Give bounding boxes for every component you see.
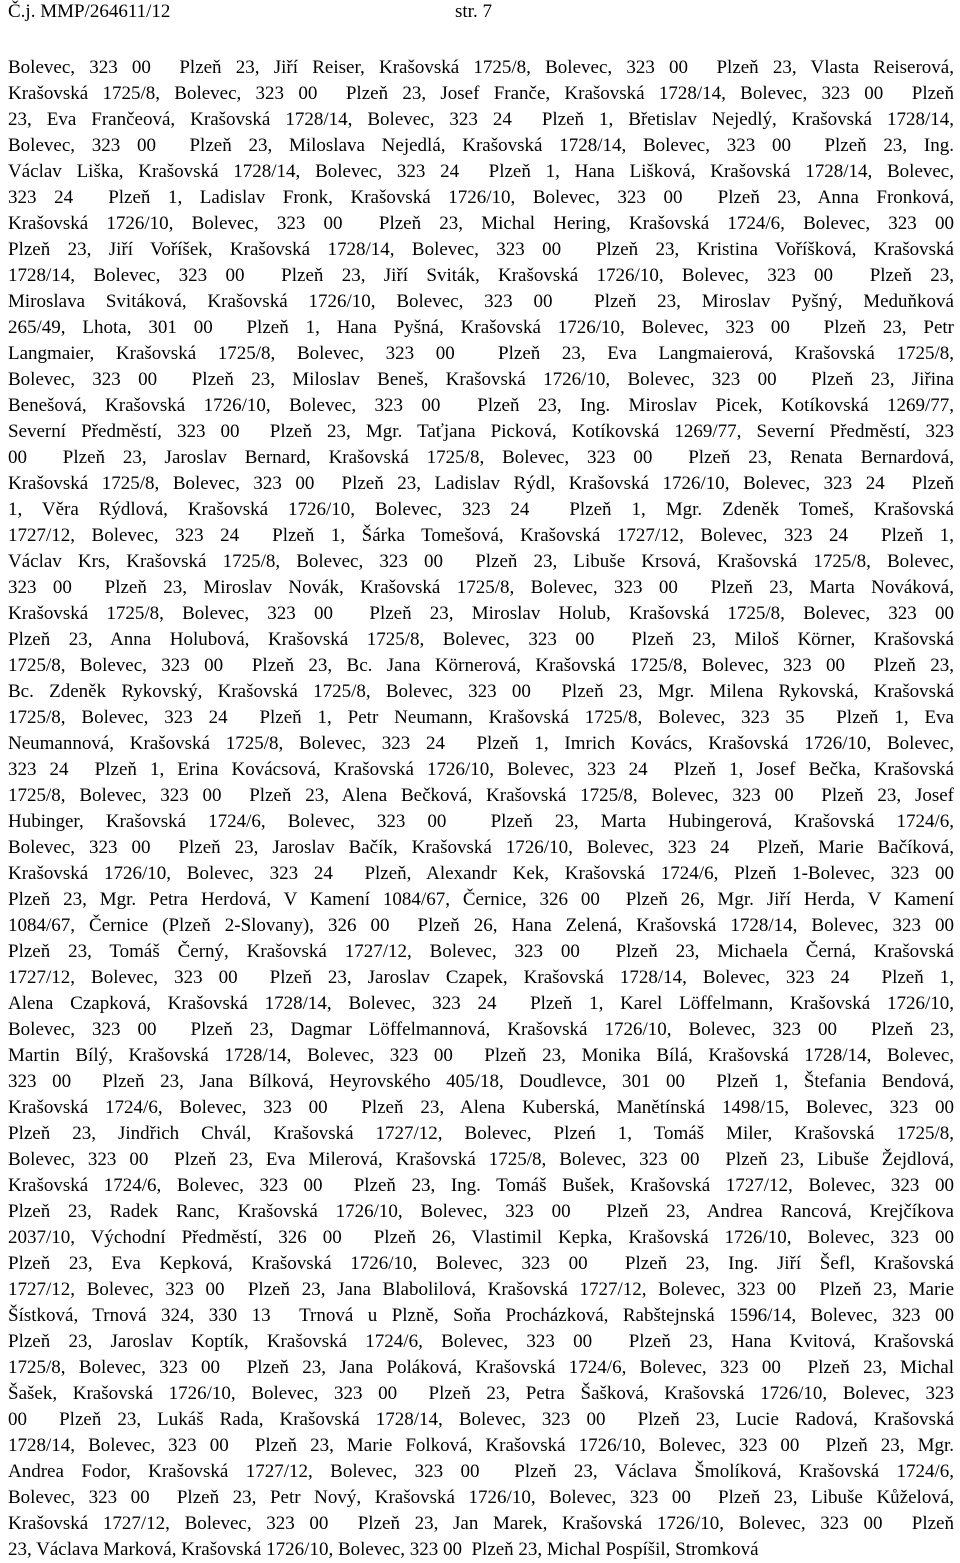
page-number: str. 7 [455, 1, 492, 22]
body-text-line: 23, Václava Marková, Krašovská 1726/10, Bolevec, 323 00 Plzeň 23, Michal Pospíšil, Stromková [8, 1539, 759, 1560]
body-text-line: Alena Czapková, Krašovská 1728/14, Bolevec, 323 24 Plzeň 1, Karel Löffelmann, Krašovská 1726/10, [8, 993, 954, 1014]
body-text-line: Martin Bílý, Krašovská 1728/14, Bolevec, 323 00 Plzeň 23, Monika Bílá, Krašovská 1728/14, Bolevec, [8, 1045, 954, 1066]
body-text-line: Krašovská 1724/6, Bolevec, 323 00 Plzeň 23, Ing. Tomáš Bušek, Krašovská 1727/12, Bolevec, 323 00 [8, 1175, 954, 1196]
document-reference: Č.j. MMP/264611/12 [8, 1, 171, 22]
body-text-line: Bolevec, 323 00 Plzeň 23, Dagmar Löffelmannová, Krašovská 1726/10, Bolevec, 323 00 Plzeň 23, [8, 1019, 954, 1040]
body-text-line: Benešová, Krašovská 1726/10, Bolevec, 323 00 Plzeň 23, Ing. Miroslav Picek, Kotíkovská 1269/77, [8, 395, 954, 416]
body-text-line: Hubinger, Krašovská 1724/6, Bolevec, 323 00 Plzeň 23, Marta Hubingerová, Krašovská 1724/6, [8, 811, 954, 832]
body-text-line: Severní Předměstí, 323 00 Plzeň 23, Mgr. Taťjana Picková, Kotíkovská 1269/77, Severní Předměstí, 323 [8, 421, 954, 442]
body-text-line: 1725/8, Bolevec, 323 00 Plzeň 23, Alena Bečková, Krašovská 1725/8, Bolevec, 323 00 Plzeň 23, Josef [8, 785, 954, 806]
body-text-line: 1727/12, Bolevec, 323 00 Plzeň 23, Jaroslav Czapek, Krašovská 1728/14, Bolevec, 323 24 Plzeň 1, [8, 967, 954, 988]
body-text-line: Krašovská 1726/10, Bolevec, 323 24 Plzeň, Alexandr Kek, Krašovská 1724/6, Plzeň 1-Bolevec, 323 00 [8, 863, 954, 884]
body-text-line: Plzeň 23, Radek Ranc, Krašovská 1726/10, Bolevec, 323 00 Plzeň 23, Andrea Rancová, Krejčíkova [8, 1201, 954, 1222]
body-text-line: Miroslava Svitáková, Krašovská 1726/10, Bolevec, 323 00 Plzeň 23, Miroslav Pyšný, Meduňková [8, 291, 954, 312]
body-text-line: 1, Věra Rýdlová, Krašovská 1726/10, Bolevec, 323 24 Plzeň 1, Mgr. Zdeněk Tomeš, Krašovská [8, 499, 954, 520]
body-text-line: Krašovská 1725/8, Bolevec, 323 00 Plzeň 23, Ladislav Rýdl, Krašovská 1726/10, Bolevec, 323 24 Plzeň [8, 473, 954, 494]
body-text-line: Bolevec, 323 00 Plzeň 23, Petr Nový, Krašovská 1726/10, Bolevec, 323 00 Plzeň 23, Libuše Kůželová, [8, 1487, 954, 1508]
body-text-line: Plzeň 23, Eva Kepková, Krašovská 1726/10, Bolevec, 323 00 Plzeň 23, Ing. Jiří Šefl, Krašovská [8, 1253, 954, 1274]
body-text-line: Bc. Zdeněk Rykovský, Krašovská 1725/8, Bolevec, 323 00 Plzeň 23, Mgr. Milena Rykovská, Krašovská [8, 681, 954, 702]
body-text-line: Krašovská 1725/8, Bolevec, 323 00 Plzeň 23, Josef Frančе, Krašovská 1728/14, Bolevec, 323 00 Plzeň [8, 83, 954, 104]
body-text-line: Václav Krs, Krašovská 1725/8, Bolevec, 323 00 Plzeň 23, Libuše Krsová, Krašovská 1725/8, Bolevec, [8, 551, 954, 572]
body-text-line: Krašovská 1726/10, Bolevec, 323 00 Plzeň 23, Michal Hering, Krašovská 1724/6, Bolevec, 323 00 [8, 213, 954, 234]
body-text-line: 1728/14, Bolevec, 323 00 Plzeň 23, Marie Folková, Krašovská 1726/10, Bolevec, 323 00 Plzeň 23, Mgr. [8, 1435, 954, 1456]
body-text-line: 00 Plzeň 23, Lukáš Rada, Krašovská 1728/14, Bolevec, 323 00 Plzeň 23, Lucie Radová, Krašovská [8, 1409, 954, 1430]
body-text-line: Krašovská 1724/6, Bolevec, 323 00 Plzeň 23, Alena Kuberská, Manětínská 1498/15, Bolevec, 323 00 [8, 1097, 954, 1118]
body-text-line: 00 Plzeň 23, Jaroslav Bernard, Krašovská 1725/8, Bolevec, 323 00 Plzeň 23, Renata Bernardová, [8, 447, 954, 468]
body-text-line: 323 24 Plzeň 1, Erina Kovácsová, Krašovská 1726/10, Bolevec, 323 24 Plzeň 1, Josef Bečka, Krašovská [8, 759, 954, 780]
body-text-line: Langmaier, Krašovská 1725/8, Bolevec, 323 00 Plzeň 23, Eva Langmaierová, Krašovská 1725/8, [8, 343, 954, 364]
body-text-line: Andrea Fodor, Krašovská 1727/12, Bolevec, 323 00 Plzeň 23, Václava Šmolíková, Krašovská 1724/6, [8, 1461, 954, 1482]
body-text-line: 265/49, Lhota, 301 00 Plzeň 1, Hana Pyšná, Krašovská 1726/10, Bolevec, 323 00 Plzeň 23, Petr [8, 317, 954, 338]
body-text-line: 1727/12, Bolevec, 323 24 Plzeň 1, Šárka Tomešová, Krašovská 1727/12, Bolevec, 323 24 Plzeň 1, [8, 525, 954, 546]
body-text-line: 23, Eva Frančeová, Krašovská 1728/14, Bolevec, 323 24 Plzeň 1, Břetislav Nejedlý, Krašovská 1728/14, [8, 109, 954, 130]
body-text-line: 2037/10, Východní Předměstí, 326 00 Plzeň 26, Vlastimil Kepka, Krašovská 1726/10, Bolevec, 323 00 [8, 1227, 954, 1248]
body-text-line: Plzeň 23, Jindřich Chvál, Krašovská 1727/12, Bolevec, Plzeń 1, Tomáš Miler, Krašovská 1725/8, [8, 1123, 954, 1144]
body-text-line: Neumannová, Krašovská 1725/8, Bolevec, 323 24 Plzeň 1, Imrich Kovács, Krašovská 1726/10, Bolevec, [8, 733, 954, 754]
body-text-line: Plzeň 23, Jiří Voříšek, Krašovská 1728/14, Bolevec, 323 00 Plzeň 23, Kristina Voříšková, Krašovská [8, 239, 954, 260]
body-text-line: 1725/8, Bolevec, 323 00 Plzeň 23, Bc. Jana Körnerová, Krašovská 1725/8, Bolevec, 323 00 Plzeň 23, [8, 655, 954, 676]
body-text-line: Bolevec, 323 00 Plzeň 23, Miloslav Beneš, Krašovská 1726/10, Bolevec, 323 00 Plzeň 23, Jiřina [8, 369, 954, 390]
body-text-line: 323 00 Plzeň 23, Miroslav Novák, Krašovská 1725/8, Bolevec, 323 00 Plzeň 23, Marta Nováková, [8, 577, 954, 598]
body-text-line: Bolevec, 323 00 Plzeň 23, Miloslava Nejedlá, Krašovská 1728/14, Bolevec, 323 00 Plzeň 23, Ing. [8, 135, 954, 156]
body-text-line: Bolevec, 323 00 Plzeň 23, Jaroslav Bačík, Krašovská 1726/10, Bolevec, 323 24 Plzeň, Marie Bačíková, [8, 837, 954, 858]
body-text-line: Šašek, Krašovská 1726/10, Bolevec, 323 00 Plzeň 23, Petra Šašková, Krašovská 1726/10, Bolevec, 323 [8, 1383, 954, 1404]
body-text-line: 1084/67, Černice (Plzeň 2-Slovany), 326 00 Plzeň 26, Hana Zelená, Krašovská 1728/14, Bolevec, 323 00 [8, 915, 954, 936]
body-text-line: 323 24 Plzeň 1, Ladislav Fronk, Krašovská 1726/10, Bolevec, 323 00 Plzeň 23, Anna Fronková, [8, 187, 954, 208]
body-text-line: Krašovská 1725/8, Bolevec, 323 00 Plzeň 23, Miroslav Holub, Krašovská 1725/8, Bolevec, 323 00 [8, 603, 954, 624]
body-text-line: Bolevec, 323 00 Plzeň 23, Jiří Reiser, Krašovská 1725/8, Bolevec, 323 00 Plzeň 23, Vlasta Reiserová, [8, 57, 954, 78]
body-text-line: Plzeň 23, Tomáš Černý, Krašovská 1727/12, Bolevec, 323 00 Plzeň 23, Michaela Černá, Krašovská [8, 941, 954, 962]
body-text-line: Václav Liška, Krašovská 1728/14, Bolevec, 323 24 Plzeň 1, Hana Lišková, Krašovská 1728/14, Bolevec, [8, 161, 954, 182]
body-text-line: 1727/12, Bolevec, 323 00 Plzeň 23, Jana Blabolilová, Krašovská 1727/12, Bolevec, 323 00 Plzeň 23, Marie [8, 1279, 954, 1300]
body-text-line: Plzeň 23, Anna Holubová, Krašovská 1725/8, Bolevec, 323 00 Plzeň 23, Miloš Körner, Krašovská [8, 629, 954, 650]
body-text-line: 1728/14, Bolevec, 323 00 Plzeň 23, Jiří Sviták, Krašovská 1726/10, Bolevec, 323 00 Plzeň 23, [8, 265, 954, 286]
body-text-line: Plzeň 23, Mgr. Petra Herdová, V Kamení 1084/67, Černice, 326 00 Plzeň 26, Mgr. Jiří Herda, V Kamení [8, 889, 954, 910]
body-text-line: 323 00 Plzeň 23, Jana Bílková, Heyrovského 405/18, Doudlevce, 301 00 Plzeň 1, Štefania Bendová, [8, 1071, 954, 1092]
body-text-line: 1725/8, Bolevec, 323 00 Plzeň 23, Jana Poláková, Krašovská 1724/6, Bolevec, 323 00 Plzeň 23, Michal [8, 1357, 954, 1378]
body-text-line: 1725/8, Bolevec, 323 24 Plzeň 1, Petr Neumann, Krašovská 1725/8, Bolevec, 323 35 Plzeň 1, Eva [8, 707, 954, 728]
body-text-line: Krašovská 1727/12, Bolevec, 323 00 Plzeň 23, Jan Marek, Krašovská 1726/10, Bolevec, 323 00 Plzeň [8, 1513, 954, 1534]
body-text-line: Plzeň 23, Jaroslav Koptík, Krašovská 1724/6, Bolevec, 323 00 Plzeň 23, Hana Kvitová, Krašovská [8, 1331, 954, 1352]
body-text-line: Šístková, Trnová 324, 330 13 Trnová u Plzně, Soňa Procházková, Rabštejnská 1596/14, Bolevec, 323 00 [8, 1305, 954, 1326]
body-text-line: Bolevec, 323 00 Plzeň 23, Eva Milerová, Krašovská 1725/8, Bolevec, 323 00 Plzeň 23, Libuše Žejdlová, [8, 1149, 954, 1170]
page-header [8, 0, 948, 24]
document-body [8, 55, 954, 1563]
